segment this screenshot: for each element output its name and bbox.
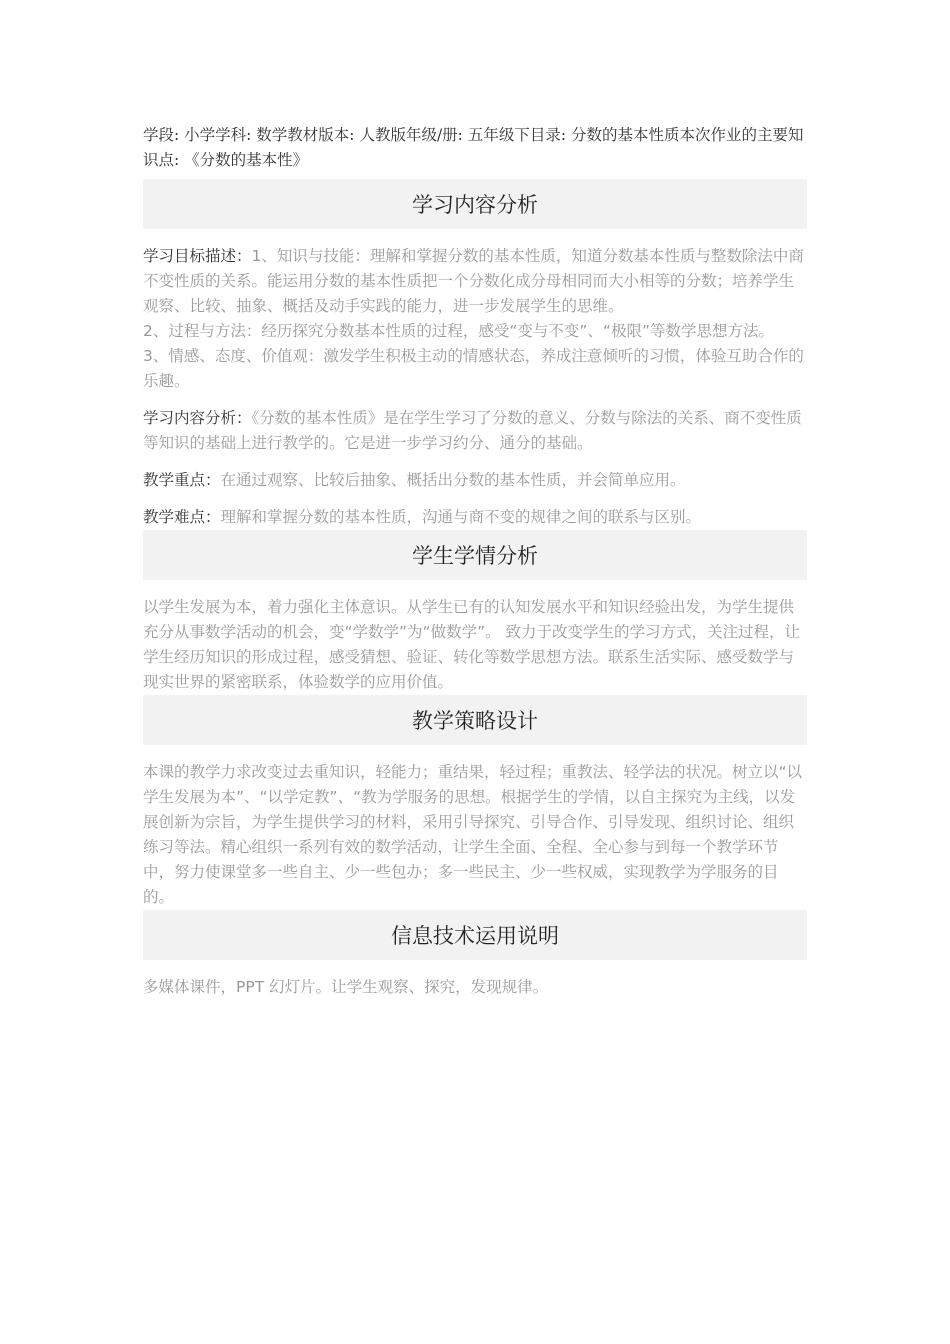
section-title-tech: 信息技术运用说明: [143, 910, 807, 960]
goals-label: 学习目标描述：: [143, 247, 252, 265]
content-text: 《分数的基本性质》是在学生学习了分数的意义、分数与除法的关系、商不变性质等知识的基础上进行教学的。它是进一步学习约分、通分的基础。: [143, 409, 802, 452]
strategy-text: 本课的教学力求改变过去重知识，轻能力；重结果，轻过程；重教法、轻学法的状况。树立以“以学生发展为本”、“以学定教”、“教为学服务的思想。根据学生的学情，以自主探究为主线，以发展创新为宗旨，为学生提供学习的材料，采用引导探究、引导合作、引导发现、组织讨论、组织练习等法。精心组织一系列有效的数学活动，让学生全面、全程、全心参与到每一个教学环节中，努力使课堂多一些自主、少一些包办；多一些民主、少一些权威，实现教学为学服务的目的。: [143, 763, 803, 906]
teaching-focus: [143, 468, 807, 493]
difficulty-text: 理解和掌握分数的基本性质，沟通与商不变的规律之间的联系与区别。: [220, 508, 702, 526]
content-analysis: [143, 406, 807, 456]
student-analysis-text: 以学生发展为本，着力强化主体意识。从学生已有的认知发展水平和知识经验出发，为学生提供充分从事数学活动的机会，变“学数学”为“做数学”。 致力于改变学生的学习方式，关注过程，让学生经历知识的形成过程，感受猜想、验证、转化等数学思想方法。联系生活实际、感受数学与现实世界的紧密联系，体验数学的应用价值。: [143, 598, 801, 691]
content-label: 学习内容分析：: [143, 409, 252, 427]
tech-text: 多媒体课件，PPT 幻灯片。让学生观察、探究，发现规律。: [143, 978, 549, 996]
focus-text: 在通过观察、比较后抽象、概括出分数的基本性质，并会简单应用。: [220, 471, 686, 489]
document-page: [143, 123, 807, 1000]
focus-label: 教学重点：: [143, 471, 221, 489]
goals-text-2: 2、过程与方法：经历探究分数基本性质的过程，感受“变与不变”、“极限”等数学思想方法。: [143, 322, 774, 340]
section-title-strategy: 教学策略设计: [143, 695, 807, 745]
section-title-student-analysis: 学生学情分析: [143, 530, 807, 580]
difficulty-label: 教学难点：: [143, 508, 221, 526]
teaching-difficulty: [143, 505, 807, 530]
section-title-content-analysis: 学习内容分析: [143, 179, 807, 229]
meta-line: 学段: 小学学科: 数学教材版本: 人教版年级/册: 五年级下目录: 分数的基本性质本次作业的主要知识点: 《分数的基本性》: [143, 126, 804, 169]
goals-text-3: 3、情感、态度、价值观：激发学生积极主动的情感状态，养成注意倾听的习惯，体验互助合作的乐趣。: [143, 347, 804, 390]
goals-text-1: 1、知识与技能：理解和掌握分数的基本性质，知道分数基本性质与整数除法中商不变性质的关系。能运用分数的基本性质把一个分数化成分母相同而大小相等的分数；培养学生观察、比较、抽象、概括及动手实践的能力，进一步发展学生的思维。: [143, 247, 804, 315]
learning-goals: [143, 244, 807, 394]
